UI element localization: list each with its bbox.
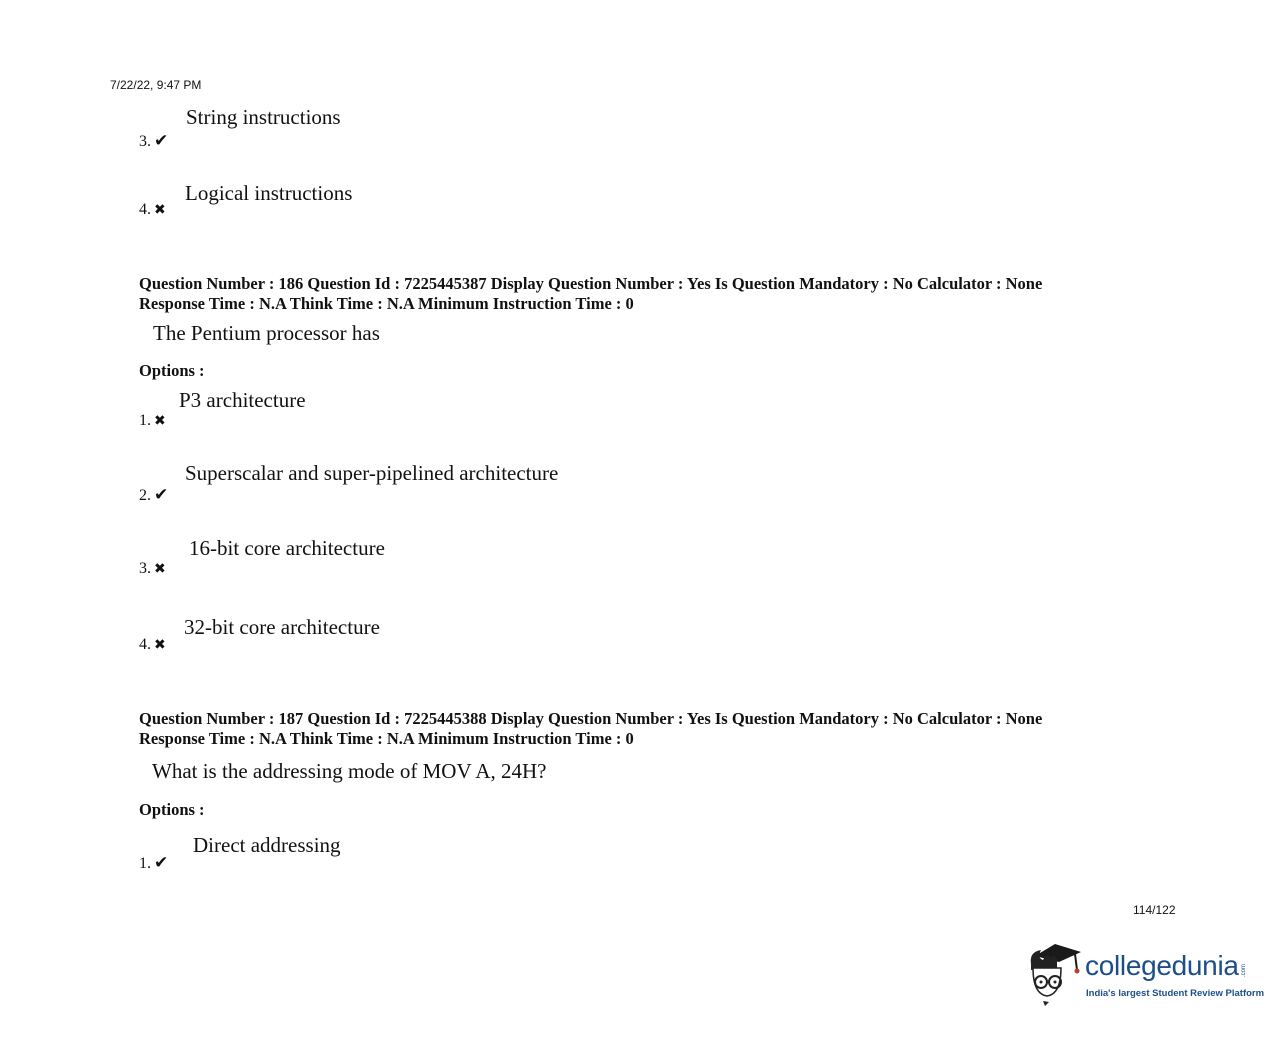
cross-icon: ✖ (154, 638, 166, 653)
option-number: 1. ✔ (139, 853, 169, 872)
option-text: String instructions (186, 105, 341, 129)
option-text: Logical instructions (185, 181, 353, 205)
options-label: Options : (139, 361, 205, 380)
option-text: P3 architecture (179, 388, 306, 412)
option-number: 3. ✔ (139, 131, 169, 150)
options-label: Options : (139, 800, 205, 819)
option-text: 16-bit core architecture (189, 536, 385, 560)
option-number: 4. ✖ (139, 201, 166, 218)
cross-icon: ✖ (154, 414, 166, 429)
brand-tagline: India's largest Student Review Platform (1086, 988, 1265, 999)
option-text: Superscalar and super-pipelined architecture (185, 461, 559, 485)
option-text: Direct addressing (193, 833, 341, 857)
print-timestamp: 7/22/22, 9:47 PM (110, 78, 202, 92)
option-number: 4. ✖ (139, 636, 166, 653)
question-meta-line: Response Time : N.A Think Time : N.A Minimum Instruction Time : 0 (139, 293, 634, 313)
cross-icon: ✖ (154, 203, 166, 218)
check-icon: ✔ (154, 131, 169, 150)
check-icon: ✔ (154, 485, 169, 504)
question-text: What is the addressing mode of MOV A, 24H? (152, 759, 547, 783)
check-icon: ✔ (154, 853, 169, 872)
page-number: 114/122 (1133, 903, 1176, 917)
question-meta-line: Response Time : N.A Think Time : N.A Minimum Instruction Time : 0 (139, 728, 634, 748)
collegedunia-mascot-icon (1025, 938, 1087, 1008)
question-meta-line: Question Number : 186 Question Id : 7225445387 Display Question Number : Yes Is Question Mandatory : No Calculator : None (139, 274, 1043, 293)
brand-suffix: .com (1241, 963, 1247, 977)
question-meta (139, 709, 1042, 748)
option-number: 2. ✔ (139, 485, 169, 504)
cross-icon: ✖ (154, 562, 166, 577)
option-text: 32-bit core architecture (184, 615, 380, 639)
option-number: 3. ✖ (139, 560, 166, 577)
option-number: 1. ✖ (139, 412, 166, 429)
question-meta (139, 274, 1042, 313)
question-meta-line: Question Number : 187 Question Id : 7225445388 Display Question Number : Yes Is Question Mandatory : No Calculator : None (139, 709, 1043, 728)
question-text: The Pentium processor has (153, 321, 380, 345)
brand-name: collegedunia (1085, 950, 1239, 981)
